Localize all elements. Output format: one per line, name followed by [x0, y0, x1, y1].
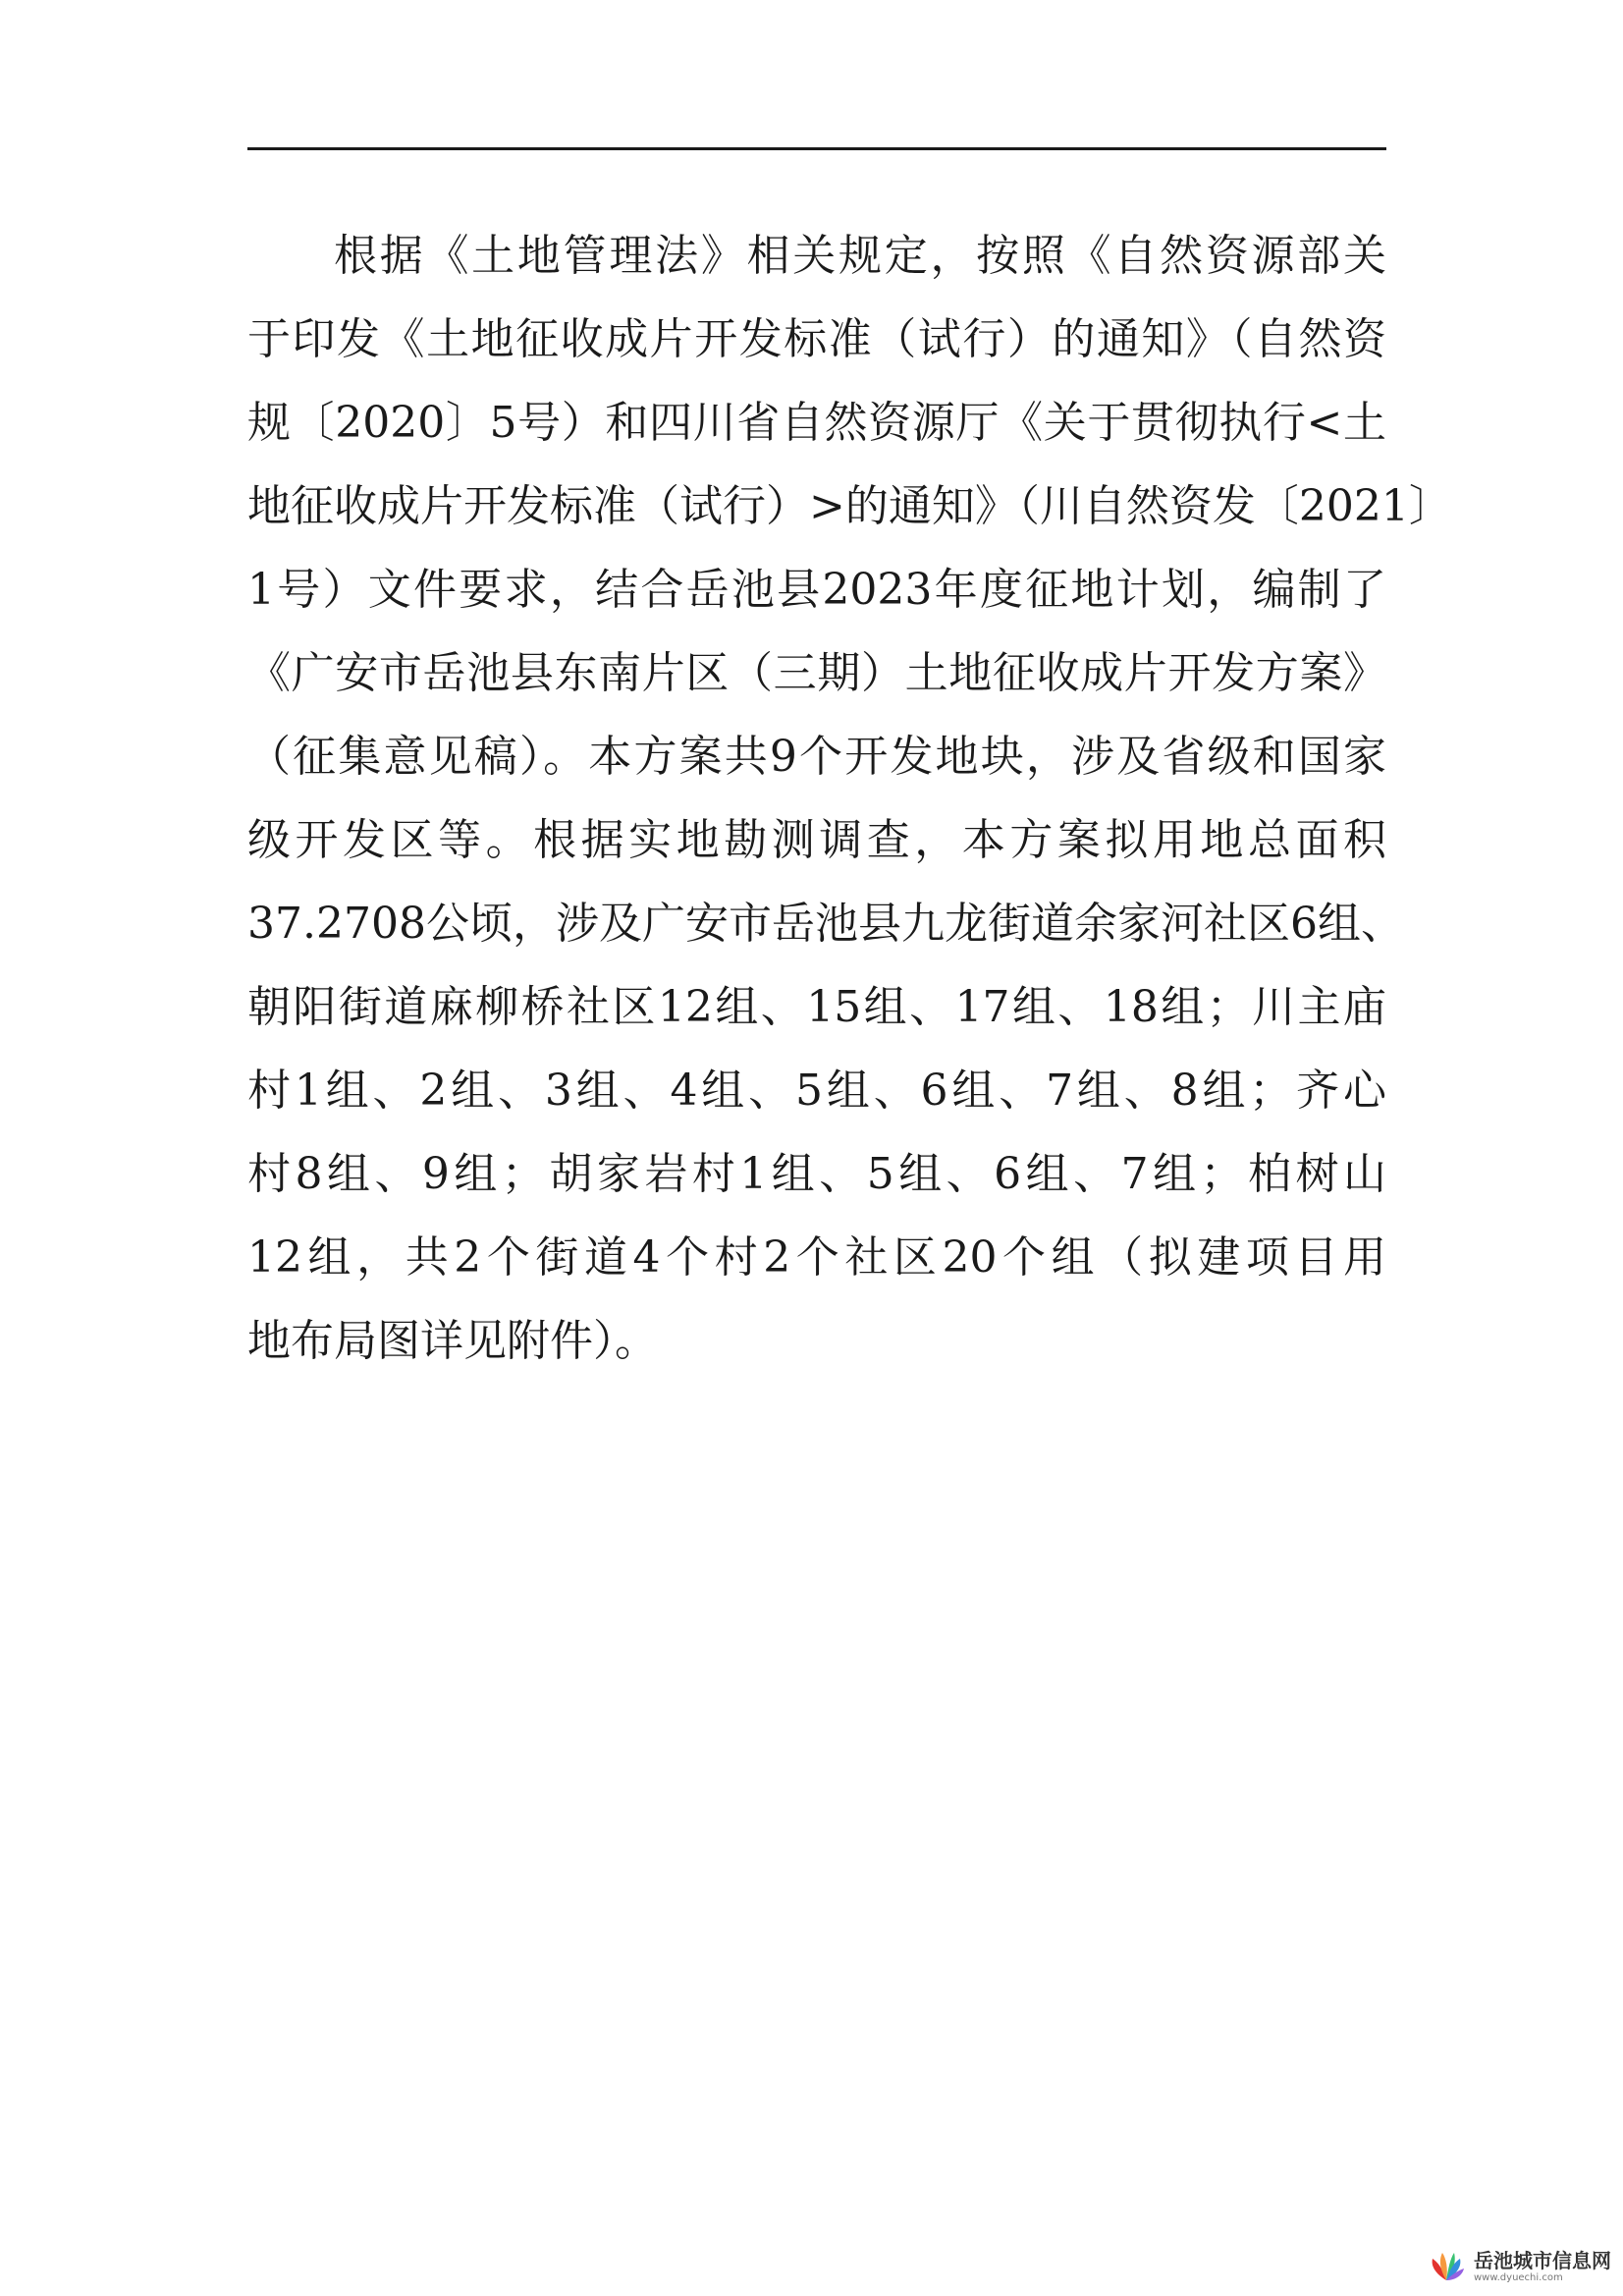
text-line: 级开发区等。根据实地勘测调查，本方案拟用地总面积 [247, 815, 1386, 865]
watermark-url: www.dyuechi.com [1474, 2271, 1563, 2283]
text-line: 地布局图详见附件）。 [247, 1316, 658, 1366]
text-line: 规〔2020〕5号）和四川省自然资源厅《关于贯彻执行<土 [247, 398, 1386, 448]
text-line: 村8组、9组；胡家岩村1组、5组、6组、7组；柏树山 [247, 1149, 1386, 1199]
site-watermark [1427, 2249, 1611, 2284]
body-paragraph [247, 214, 1452, 1383]
header-rule [247, 147, 1386, 150]
text-line: 12组，共2个街道4个村2个社区20个组（拟建项目用 [247, 1232, 1386, 1283]
text-line: 朝阳街道麻柳桥社区12组、15组、17组、18组；川主庙 [247, 982, 1386, 1032]
watermark-title: 岳池城市信息网 [1474, 2248, 1611, 2272]
text-line: 37.2708公顷，涉及广安市岳池县九龙街道余家河社区6组、 [247, 899, 1404, 949]
text-line: 根据《土地管理法》相关规定，按照《自然资源部关 [334, 231, 1386, 281]
flower-logo-icon [1427, 2249, 1466, 2284]
text-line: 地征收成片开发标准（试行）>的通知》（川自然资发〔2021〕 [247, 481, 1452, 531]
text-line: （征集意见稿）。本方案共9个开发地块，涉及省级和国家 [247, 732, 1386, 782]
text-line: 村1组、2组、3组、4组、5组、6组、7组、8组；齐心 [247, 1066, 1386, 1116]
text-line: 1号）文件要求，结合岳池县2023年度征地计划，编制了 [247, 565, 1386, 615]
text-line: 《广安市岳池县东南片区（三期）土地征收成片开发方案》 [247, 648, 1386, 698]
text-line: 于印发《土地征收成片开发标准（试行）的通知》（自然资 [247, 314, 1386, 364]
